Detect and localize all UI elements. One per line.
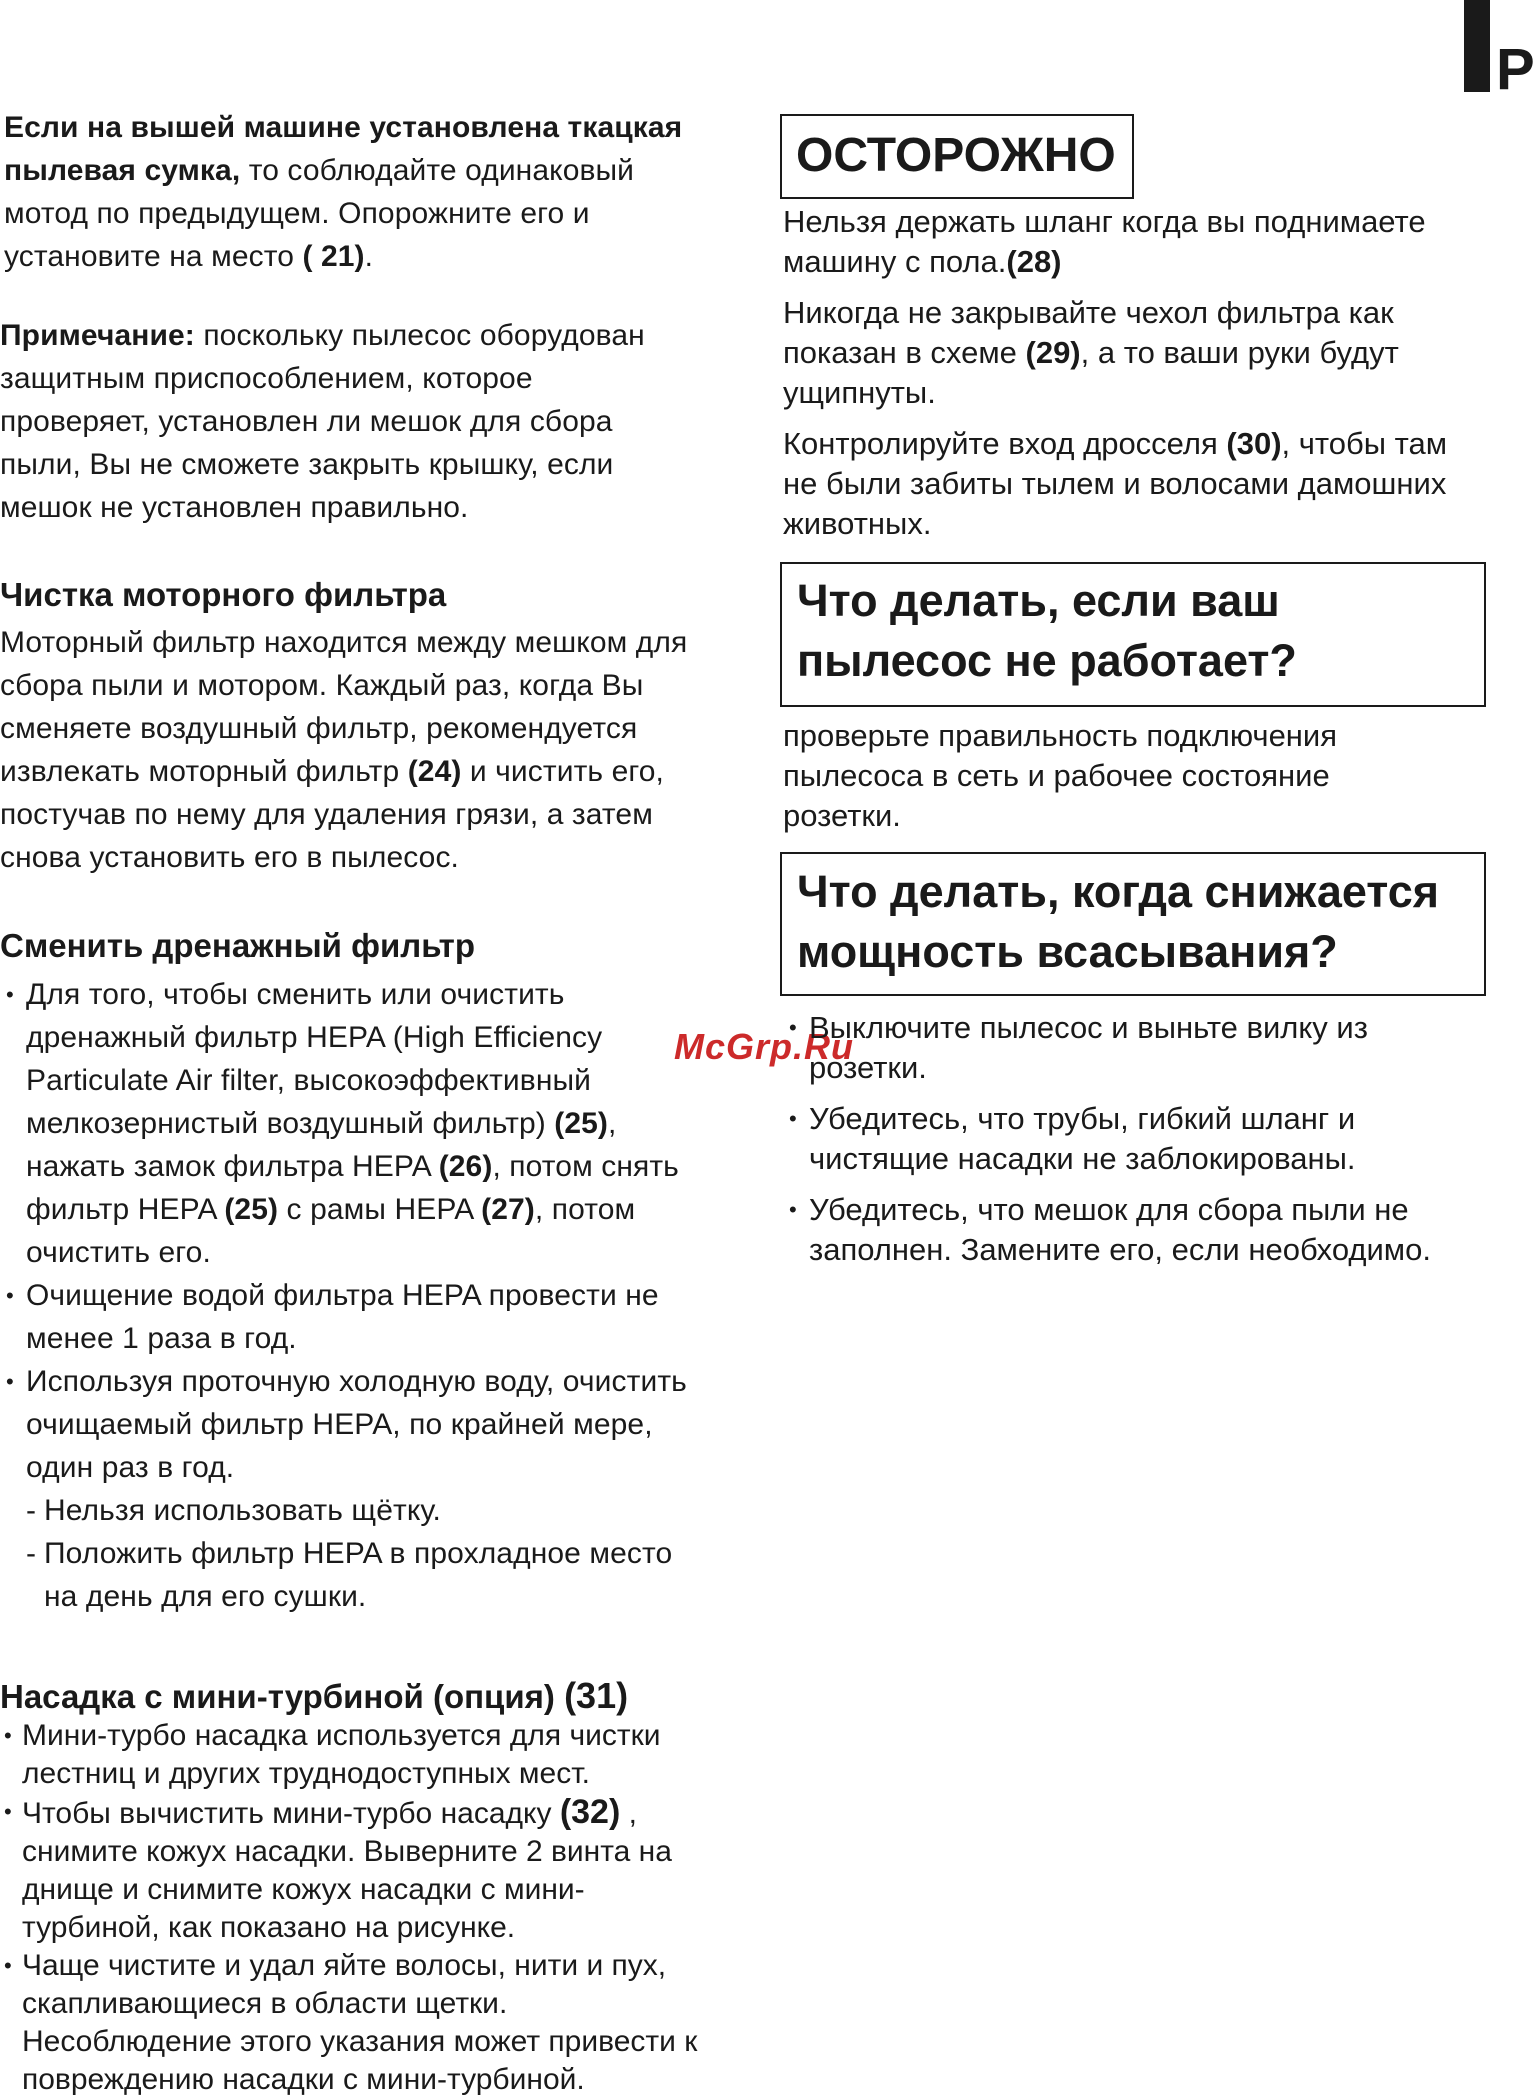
- mini-turbo-b2-text-b: , снимите кожух насадки. Выверните 2 винта на днище и снимите кожух насадки с мини-турбиной, как показано на рисунке.: [22, 1797, 672, 1944]
- mini-turbo-heading-ref: (31): [564, 1675, 629, 1716]
- motor-filter-heading: Чистка моторного фильтра: [0, 576, 447, 613]
- drain-b1-text-c: , потом снять фильтр HEPA: [26, 1150, 679, 1226]
- mini-turbo-list: [0, 1717, 700, 2099]
- caution-p1-text: Нельзя держать шланг когда вы поднимаете машину с пола.: [783, 204, 1426, 279]
- mini-turbo-b3-text: Чаще чистите и удал яйте волосы, нити и пух, скапливающиеся в области щетки. Несоблюдение этого указания может привести к повреждению насадки с мини-турбиной.: [22, 1949, 698, 2096]
- list-item: [0, 1793, 700, 1947]
- intro-bold: Если на вышей машине установлена ткацкая пылевая сумка,: [4, 111, 683, 187]
- intro-text: то соблюдайте одинаковый мотод по предыдущем. Опорожните его и установите на место: [4, 154, 635, 273]
- note-text: поскольку пылесос оборудован защитным приспособлением, которое проверяет, установлен ли мешок для сбора пыли, Вы не сможете закрыть крышку, если мешок не установлен правильно.: [0, 319, 645, 524]
- drain-b3-text: Используя проточную холодную воду, очистить очищаемый фильтр HEPA, по крайней мере, один раз в год.: [26, 1365, 687, 1484]
- low-suction-b1-text: Выключите пылесос и выньте вилку из розетки.: [809, 1010, 1368, 1085]
- drain-b1-text-b: , нажать замок фильтра HEPA: [26, 1107, 617, 1183]
- caution-p2-ref: (29): [1025, 335, 1081, 370]
- not-working-box: [780, 562, 1486, 707]
- low-suction-b3-text: Убедитесь, что мешок для сбора пыли не заполнен. Замените его, если необходимо.: [809, 1192, 1431, 1267]
- mini-turbo-b2-text-a: Чтобы вычистить мини-турбо насадку: [22, 1797, 560, 1830]
- intro-end: .: [364, 240, 374, 273]
- caution-p1: [783, 202, 1483, 282]
- note-paragraph: [0, 314, 690, 529]
- drain-b1-ref-25: (25): [554, 1107, 609, 1140]
- caution-p3-text-b: , чтобы там не были забиты тылем и волосами дамошних животных.: [783, 426, 1448, 541]
- drain-b1-ref-27: (27): [481, 1193, 535, 1226]
- drain-b1-text-d: с рамы HEPA: [278, 1193, 482, 1226]
- drain-b1-ref-25b: (25): [224, 1193, 279, 1226]
- list-item: [2, 1360, 696, 1489]
- mini-turbo-heading-text: Насадка с мини-турбиной (опция): [0, 1678, 555, 1715]
- caution-box: [780, 114, 1134, 199]
- language-tab-bar: [1464, 0, 1490, 92]
- low-suction-list: [785, 1008, 1465, 1270]
- intro-paragraph: [4, 106, 694, 278]
- list-subitem: - Положить фильтр HEPA в прохладное место на день для его сушки.: [26, 1537, 673, 1613]
- not-working-text: проверьте правильность подключения пылесоса в сеть и рабочее состояние розетки.: [783, 718, 1338, 833]
- drain-b2-text: Очищение водой фильтра HEPA провести не менее 1 раза в год.: [26, 1279, 659, 1355]
- list-item: [785, 1099, 1465, 1179]
- caution-text: [783, 202, 1483, 544]
- language-letter: P: [1496, 37, 1535, 102]
- caution-p2: [783, 293, 1483, 413]
- drain-filter-list: [2, 973, 696, 1618]
- mini-turbo-b1-text: Мини-турбо насадка используется для чистки лестниц и других труднодоступных мест.: [22, 1719, 661, 1790]
- motor-filter-paragraph: [0, 621, 700, 879]
- list-item: [2, 973, 696, 1274]
- caution-p2-text-a: Никогда не закрывайте чехол фильтра как показан в схеме: [783, 295, 1394, 370]
- caution-p2-text-b: , а то ваши руки будут ущипнуты.: [783, 335, 1399, 410]
- mini-turbo-b2-ref: (32): [559, 1793, 621, 1831]
- note-bold: Примечание:: [0, 319, 195, 352]
- mini-turbo-heading: [0, 1674, 628, 1719]
- drain-b1-ref-26: (26): [438, 1150, 493, 1183]
- caution-p3-ref: (30): [1226, 426, 1282, 461]
- low-suction-title: Что делать, когда снижается мощность всасывания?: [797, 866, 1440, 977]
- list-item: [0, 1947, 700, 2099]
- list-item: [0, 1717, 700, 1793]
- caution-p3-text-a: Контролируйте вход дросселя: [783, 426, 1227, 461]
- list-item: [785, 1008, 1465, 1088]
- list-subitem: - Нельзя использовать щётку.: [26, 1494, 441, 1527]
- motor-filter-text-a: Моторный фильтр находится между мешком для сбора пыли и мотором. Каждый раз, когда Вы сменяете воздушный фильтр, рекомендуется извлекать моторный фильтр: [0, 626, 688, 788]
- drain-b1-text-a: Для того, чтобы сменить или очистить дренажный фильтр HEPA (High Efficiency Particulate Air filter, высокоэффективный мелкозернистый воздушный фильтр): [26, 978, 603, 1140]
- drain-d2-text: Положить фильтр HEPA в прохладное место на день для его сушки.: [44, 1537, 673, 1613]
- motor-filter-ref: (24): [407, 755, 462, 788]
- list-item: [785, 1190, 1465, 1270]
- list-item: [2, 1274, 696, 1360]
- caution-p1-ref: (28): [1006, 244, 1062, 279]
- drain-d1-text: Нельзя использовать щётку.: [44, 1494, 441, 1527]
- not-working-title: Что делать, если ваш пылесос не работает?: [797, 575, 1297, 686]
- watermark: McGrp.Ru: [674, 1026, 855, 1067]
- caution-p3: [783, 424, 1483, 544]
- drain-filter-heading: Сменить дренажный фильтр: [0, 927, 475, 964]
- low-suction-b2-text: Убедитесь, что трубы, гибкий шланг и чистящие насадки не заблокированы.: [809, 1101, 1356, 1176]
- low-suction-box: [780, 852, 1486, 996]
- intro-ref: ( 21): [302, 240, 365, 273]
- motor-filter-text-b: и чистить его, постучав по нему для удаления грязи, а затем снова установить его в пылесос.: [0, 755, 664, 874]
- caution-title: ОСТОРОЖНО: [796, 129, 1116, 182]
- drain-b1-text-e: , потом очистить его.: [26, 1193, 636, 1269]
